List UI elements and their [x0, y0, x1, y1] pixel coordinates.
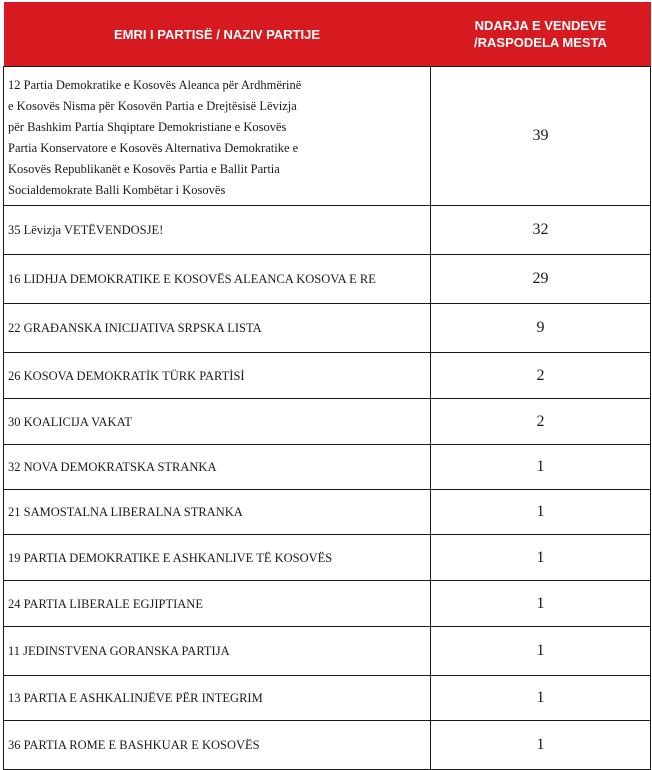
seat-count-cell: 1 [431, 445, 651, 490]
table-header-row [4, 2, 651, 67]
seat-count-cell: 2 [431, 353, 651, 399]
party-name-cell: 26 KOSOVA DEMOKRATİK TÜRK PARTİSİ [4, 353, 431, 399]
table-row [4, 353, 651, 399]
header-seats-line1: NDARJA E VENDEVE [474, 18, 607, 33]
table-row [4, 445, 651, 490]
table-row [4, 67, 651, 206]
party-name-cell: 19 PARTIA DEMOKRATIKE E ASHKANLIVE TË KOSOVËS [4, 535, 431, 581]
party-name-cell: 36 PARTIA ROME E BASHKUAR E KOSOVËS [4, 721, 431, 770]
party-name-line: Socialdemokrate Balli Kombëtar i Kosovës [8, 183, 226, 197]
seat-count-cell: 32 [431, 206, 651, 255]
table-row [4, 721, 651, 770]
seat-count-cell: 9 [431, 304, 651, 353]
seat-count-cell: 1 [431, 490, 651, 535]
party-name-cell: 24 PARTIA LIBERALE EGJIPTIANE [4, 581, 431, 627]
seat-count-cell: 1 [431, 535, 651, 581]
seat-count-cell: 1 [431, 676, 651, 721]
party-name-cell: 13 PARTIA E ASHKALINJËVE PËR INTEGRIM [4, 676, 431, 721]
table-row [4, 581, 651, 627]
party-name-cell: 11 JEDINSTVENA GORANSKA PARTIJA [4, 627, 431, 676]
party-name-line: 12 Partia Demokratike e Kosovës Aleanca për Ardhmërinë [8, 78, 302, 92]
seat-count-cell: 1 [431, 627, 651, 676]
party-name-cell: 32 NOVA DEMOKRATSKA STRANKA [4, 445, 431, 490]
party-name-line: e Kosovës Nisma për Kosovën Partia e Drejtësisë Lëvizja [8, 99, 297, 113]
seat-count-cell: 1 [431, 721, 651, 770]
header-seats-line2: /RASPODELA MESTA [474, 35, 607, 50]
table-row [4, 627, 651, 676]
table-row [4, 490, 651, 535]
party-name-line: Kosovës Republikanët e Kosovës Partia e Ballit Partia [8, 162, 280, 176]
party-name-line: për Bashkim Partia Shqiptare Demokristiane e Kosovës [8, 120, 287, 134]
party-name-cell: 30 KOALICIJA VAKAT [4, 399, 431, 445]
party-name-cell: 21 SAMOSTALNA LIBERALNA STRANKA [4, 490, 431, 535]
header-party-name: EMRI I PARTISË / NAZIV PARTIJE [4, 2, 431, 67]
table-row [4, 535, 651, 581]
header-seat-allocation [431, 2, 651, 67]
table-row [4, 676, 651, 721]
seat-count-cell: 39 [431, 67, 651, 206]
seat-count-cell: 29 [431, 255, 651, 304]
seat-count-cell: 1 [431, 581, 651, 627]
party-name-cell: 35 Lëvizja VETËVENDOSJE! [4, 206, 431, 255]
party-name-cell: 22 GRAĐANSKA INICIJATIVA SRPSKA LISTA [4, 304, 431, 353]
table-row [4, 206, 651, 255]
seat-count-cell: 2 [431, 399, 651, 445]
table-row [4, 399, 651, 445]
seat-allocation-table [3, 2, 651, 770]
party-name-cell [4, 67, 431, 206]
table-row [4, 304, 651, 353]
party-name-cell: 16 LIDHJA DEMOKRATIKE E KOSOVËS ALEANCA KOSOVA E RE [4, 255, 431, 304]
table-row [4, 255, 651, 304]
party-name-line: Partia Konservatore e Kosovës Alternativa Demokratike e [8, 141, 299, 155]
